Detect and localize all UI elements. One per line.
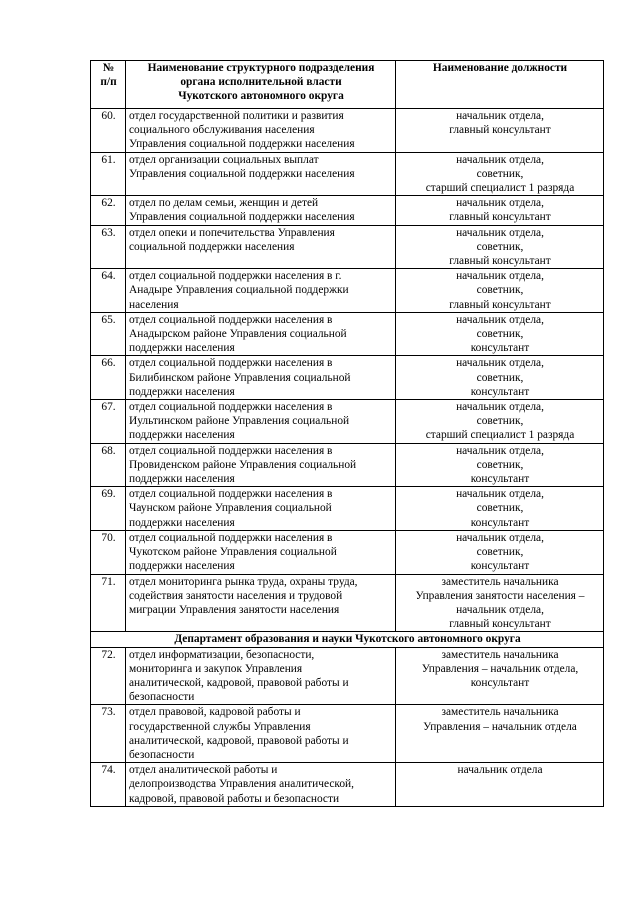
position-title: начальник отдела, главный консультант xyxy=(396,109,604,153)
table-row xyxy=(91,356,604,400)
staff-positions-table xyxy=(90,60,604,807)
division-name: отдел государственной политики и развития социального обслуживания населения Управления социальной поддержки населения xyxy=(126,109,396,153)
table-row xyxy=(91,225,604,269)
table-header-row xyxy=(91,61,604,109)
division-name: отдел социальной поддержки населения в г. Анадыре Управления социальной поддержки населения xyxy=(126,269,396,313)
division-name: отдел информатизации, безопасности, мониторинга и закупок Управления аналитической, кадровой, правовой работы и безопасности xyxy=(126,647,396,705)
header-number xyxy=(91,61,126,109)
position-title: начальник отдела, советник, консультант xyxy=(396,487,604,531)
section-row xyxy=(91,632,604,647)
position-title: заместитель начальника Управления – начальник отдела xyxy=(396,705,604,763)
table-row xyxy=(91,196,604,225)
table-row xyxy=(91,109,604,153)
row-number: 73. xyxy=(91,705,126,763)
position-title: начальник отдела xyxy=(396,763,604,807)
row-number: 61. xyxy=(91,152,126,196)
division-name: отдел по делам семьи, женщин и детей Управления социальной поддержки населения xyxy=(126,196,396,225)
header-division-name xyxy=(126,61,396,109)
table-row xyxy=(91,152,604,196)
table-row xyxy=(91,574,604,632)
position-title: начальник отдела, советник, старший специалист 1 разряда xyxy=(396,400,604,444)
division-name: отдел социальной поддержки населения в Иультинском районе Управления социальной поддержки населения xyxy=(126,400,396,444)
table-row xyxy=(91,443,604,487)
division-name: отдел организации социальных выплат Управления социальной поддержки населения xyxy=(126,152,396,196)
division-name: отдел социальной поддержки населения в Анадырском районе Управления социальной поддержки населения xyxy=(126,312,396,356)
header-division-name-text: Наименование структурного подразделения органа исполнительной власти Чукотского автономного округа xyxy=(147,62,375,103)
table-row xyxy=(91,400,604,444)
position-title: начальник отдела, советник, консультант xyxy=(396,356,604,400)
row-number: 67. xyxy=(91,400,126,444)
table-row xyxy=(91,269,604,313)
table-row xyxy=(91,763,604,807)
position-title: начальник отдела, главный консультант xyxy=(396,196,604,225)
position-title: начальник отдела, советник, старший специалист 1 разряда xyxy=(396,152,604,196)
header-position-name-text: Наименование должности xyxy=(432,62,568,74)
position-title: заместитель начальника Управления занятости населения – начальник отдела, главный консультант xyxy=(396,574,604,632)
row-number: 72. xyxy=(91,647,126,705)
division-name: отдел социальной поддержки населения в Чукотском районе Управления социальной поддержки населения xyxy=(126,530,396,574)
row-number: 69. xyxy=(91,487,126,531)
table-row xyxy=(91,487,604,531)
position-title: начальник отдела, советник, консультант xyxy=(396,530,604,574)
row-number: 70. xyxy=(91,530,126,574)
row-number: 66. xyxy=(91,356,126,400)
header-number-text: № п/п xyxy=(100,62,117,89)
position-title: начальник отдела, советник, главный консультант xyxy=(396,269,604,313)
table-row xyxy=(91,705,604,763)
division-name: отдел опеки и попечительства Управления социальной поддержки населения xyxy=(126,225,396,269)
division-name: отдел социальной поддержки населения в Билибинском районе Управления социальной поддержки населения xyxy=(126,356,396,400)
section-body xyxy=(91,632,604,647)
row-number: 63. xyxy=(91,225,126,269)
row-number: 74. xyxy=(91,763,126,807)
table-body-b xyxy=(91,647,604,806)
row-number: 60. xyxy=(91,109,126,153)
row-number: 62. xyxy=(91,196,126,225)
row-number: 65. xyxy=(91,312,126,356)
division-name: отдел мониторинга рынка труда, охраны труда, содействия занятости населения и трудовой миграции Управления занятости населения xyxy=(126,574,396,632)
row-number: 68. xyxy=(91,443,126,487)
position-title: заместитель начальника Управления – начальник отдела, консультант xyxy=(396,647,604,705)
position-title: начальник отдела, советник, консультант xyxy=(396,443,604,487)
division-name: отдел аналитической работы и делопроизводства Управления аналитической, кадровой, правовой работы и безопасности xyxy=(126,763,396,807)
division-name: отдел социальной поддержки населения в Провиденском районе Управления социальной поддержки населения xyxy=(126,443,396,487)
table-row xyxy=(91,312,604,356)
division-name: отдел социальной поддержки населения в Чаунском районе Управления социальной поддержки населения xyxy=(126,487,396,531)
section-title: Департамент образования и науки Чукотского автономного округа xyxy=(91,632,604,647)
table-body-a xyxy=(91,109,604,632)
table-row xyxy=(91,647,604,705)
table-row xyxy=(91,530,604,574)
header-position-name xyxy=(396,61,604,109)
division-name: отдел правовой, кадровой работы и государственной службы Управления аналитической, кадровой, правовой работы и безопасности xyxy=(126,705,396,763)
row-number: 64. xyxy=(91,269,126,313)
position-title: начальник отдела, советник, главный консультант xyxy=(396,225,604,269)
row-number: 71. xyxy=(91,574,126,632)
position-title: начальник отдела, советник, консультант xyxy=(396,312,604,356)
